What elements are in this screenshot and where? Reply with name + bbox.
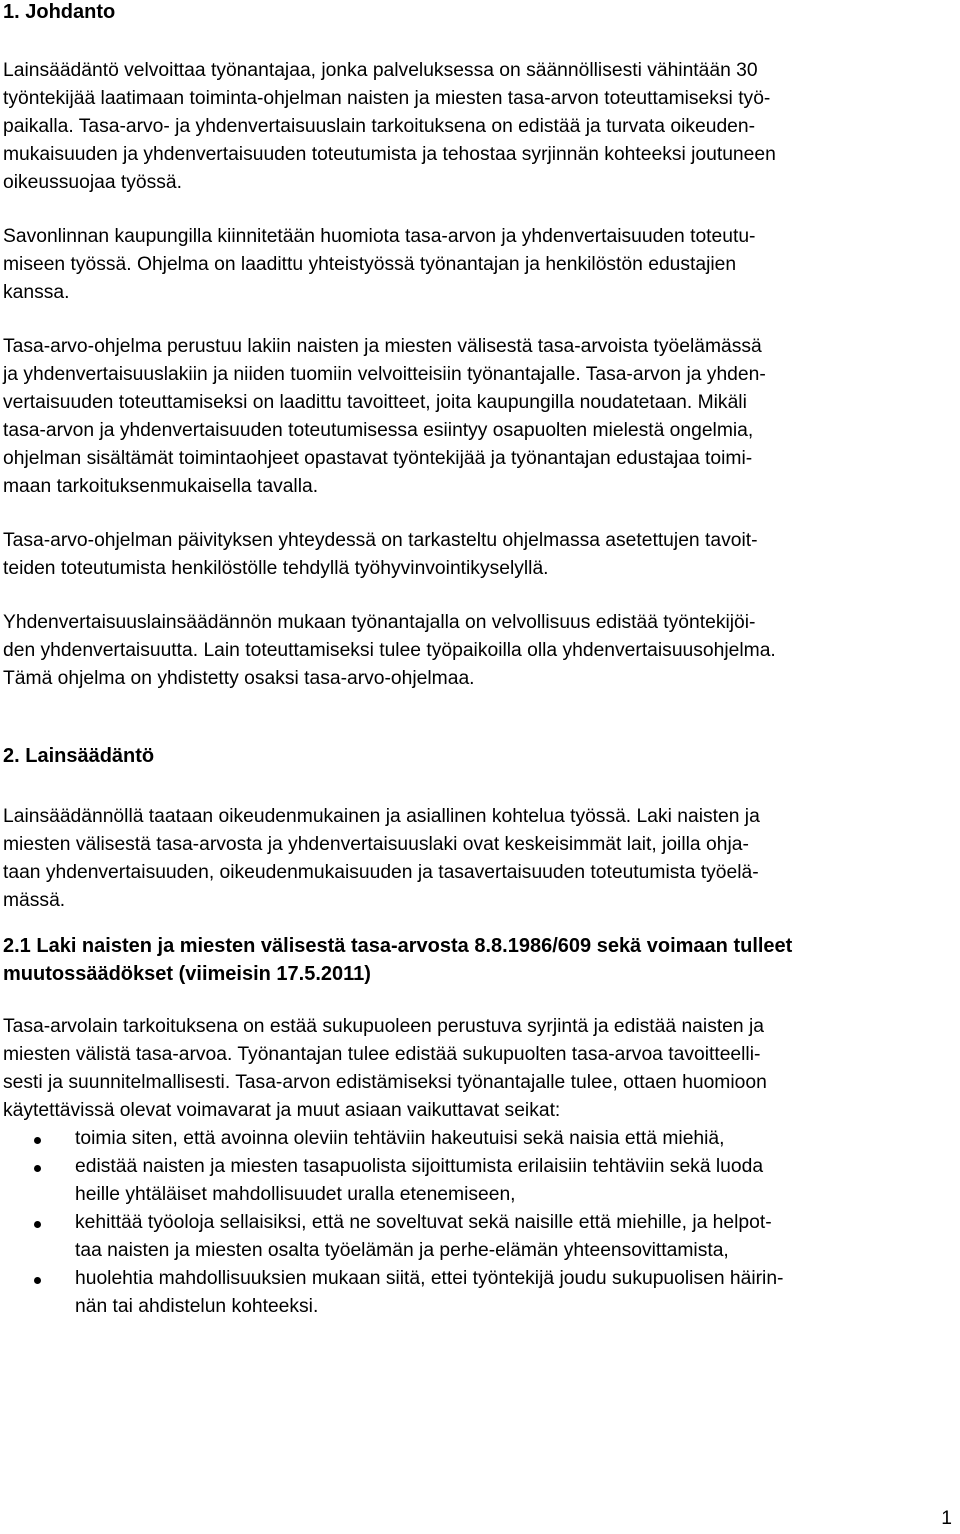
text-line: Yhdenvertaisuuslainsäädännön mukaan työnantajalla on velvollisuus edistää työntekijöi- xyxy=(3,612,756,633)
bullet-icon xyxy=(34,1277,41,1284)
list-item-line: edistää naisten ja miesten tasapuolista sijoittumista erilaisiin tehtäviin sekä luoda xyxy=(75,1156,764,1177)
text-line: käytettävissä olevat voimavarat ja muut asiaan vaikuttavat seikat: xyxy=(3,1100,561,1121)
text-line: miesten välisestä tasa-arvosta ja yhdenvertaisuuslaki ovat keskeisimmät lait, joilla ohja- xyxy=(3,834,749,855)
text-line: mässä. xyxy=(3,890,66,911)
text-line: vertaisuuden toteuttamiseksi on laadittu tavoitteet, joita kaupungilla noudatetaan. Mikäli xyxy=(3,392,747,413)
text-line: Lainsäädäntö velvoittaa työnantajaa, jonka palveluksessa on säännöllisesti vähintään 30 xyxy=(3,60,758,81)
text-line: paikalla. Tasa-arvo- ja yhdenvertaisuuslain tarkoituksena on edistää ja turvata oikeuden- xyxy=(3,116,756,137)
document-page xyxy=(3,0,958,1534)
text-line: den yhdenvertaisuutta. Lain toteuttamiseksi tulee työpaikoilla olla yhdenvertaisuusohjelma. xyxy=(3,640,776,661)
text-line: Tasa-arvo-ohjelman päivityksen yhteydessä on tarkasteltu ohjelmassa asetettujen tavoit- xyxy=(3,530,758,551)
list-item-line: toimia siten, että avoinna oleviin tehtäviin hakeutuisi sekä naisia että miehiä, xyxy=(75,1128,725,1149)
page-number: 1 xyxy=(941,1508,952,1529)
text-line: kanssa. xyxy=(3,282,70,303)
text-line: työntekijää laatimaan toiminta-ohjelman naisten ja miesten tasa-arvon toteuttamiseksi työ- xyxy=(3,88,771,109)
list-item-line: huolehtia mahdollisuuksien mukaan siitä, ettei työntekijä joudu sukupuolisen häirin- xyxy=(75,1268,784,1289)
text-line: miseen työssä. Ohjelma on laadittu yhteistyössä työnantajan ja henkilöstön edustajien xyxy=(3,254,737,275)
text-line: miesten välistä tasa-arvoa. Työnantajan tulee edistää sukupuolten tasa-arvoa tavoitteelli- xyxy=(3,1044,761,1065)
text-line: ohjelman sisältämät toimintaohjeet opastavat työntekijää ja työnantajan edustajaa toimi- xyxy=(3,448,753,469)
list-item-line: nän tai ahdistelun kohteeksi. xyxy=(75,1296,319,1317)
section-1-heading: 1. Johdanto xyxy=(3,1,116,23)
bullet-icon xyxy=(34,1165,41,1172)
subheading-line: 2.1 Laki naisten ja miesten välisestä tasa-arvosta 8.8.1986/609 sekä voimaan tulleet xyxy=(3,935,793,957)
text-line: Lainsäädännöllä taataan oikeudenmukainen ja asiallinen kohtelua työssä. Laki naisten ja xyxy=(3,806,760,827)
subheading-line: muutossäädökset (viimeisin 17.5.2011) xyxy=(3,963,371,985)
section-2-heading: 2. Lainsäädäntö xyxy=(3,745,155,767)
text-line: Tasa-arvo-ohjelma perustuu lakiin naisten ja miesten välisestä tasa-arvoista työelämässä xyxy=(3,336,762,357)
text-line: ja yhdenvertaisuuslakiin ja niiden tuomiin velvoitteisiin työnantajalle. Tasa-arvon ja yhden- xyxy=(3,364,766,385)
text-line: Tämä ohjelma on yhdistetty osaksi tasa-arvo-ohjelmaa. xyxy=(3,668,475,689)
list-item-line: heille yhtäläiset mahdollisuudet uralla etenemiseen, xyxy=(75,1184,516,1205)
text-line: Savonlinnan kaupungilla kiinnitetään huomiota tasa-arvon ja yhdenvertaisuuden toteutu- xyxy=(3,226,756,247)
list-item-line: taa naisten ja miesten osalta työelämän ja perhe-elämän yhteensovittamista, xyxy=(75,1240,729,1261)
text-line: mukaisuuden ja yhdenvertaisuuden toteutumista ja tehostaa syrjinnän kohteeksi joutuneen xyxy=(3,144,776,165)
text-line: tasa-arvon ja yhdenvertaisuuden toteutumisessa esiintyy osapuolten mielestä ongelmia, xyxy=(3,420,754,441)
bullet-icon xyxy=(34,1221,41,1228)
text-line: teiden toteutumista henkilöstölle tehdyllä työhyvinvointikyselyllä. xyxy=(3,558,549,579)
text-line: Tasa-arvolain tarkoituksena on estää sukupuoleen perustuva syrjintä ja edistää naisten ja xyxy=(3,1016,764,1037)
text-line: maan tarkoituksenmukaisella tavalla. xyxy=(3,476,319,497)
bullet-icon xyxy=(34,1137,41,1144)
text-line: taan yhdenvertaisuuden, oikeudenmukaisuuden ja tasavertaisuuden toteutumista työelä- xyxy=(3,862,759,883)
text-line: sesti ja suunnitelmallisesti. Tasa-arvon edistämiseksi työnantajalle tulee, ottaen huomioon xyxy=(3,1072,767,1093)
text-line: oikeussuojaa työssä. xyxy=(3,172,182,193)
list-item-line: kehittää työoloja sellaisiksi, että ne soveltuvat sekä naisille että miehille, ja helpot- xyxy=(75,1212,772,1233)
